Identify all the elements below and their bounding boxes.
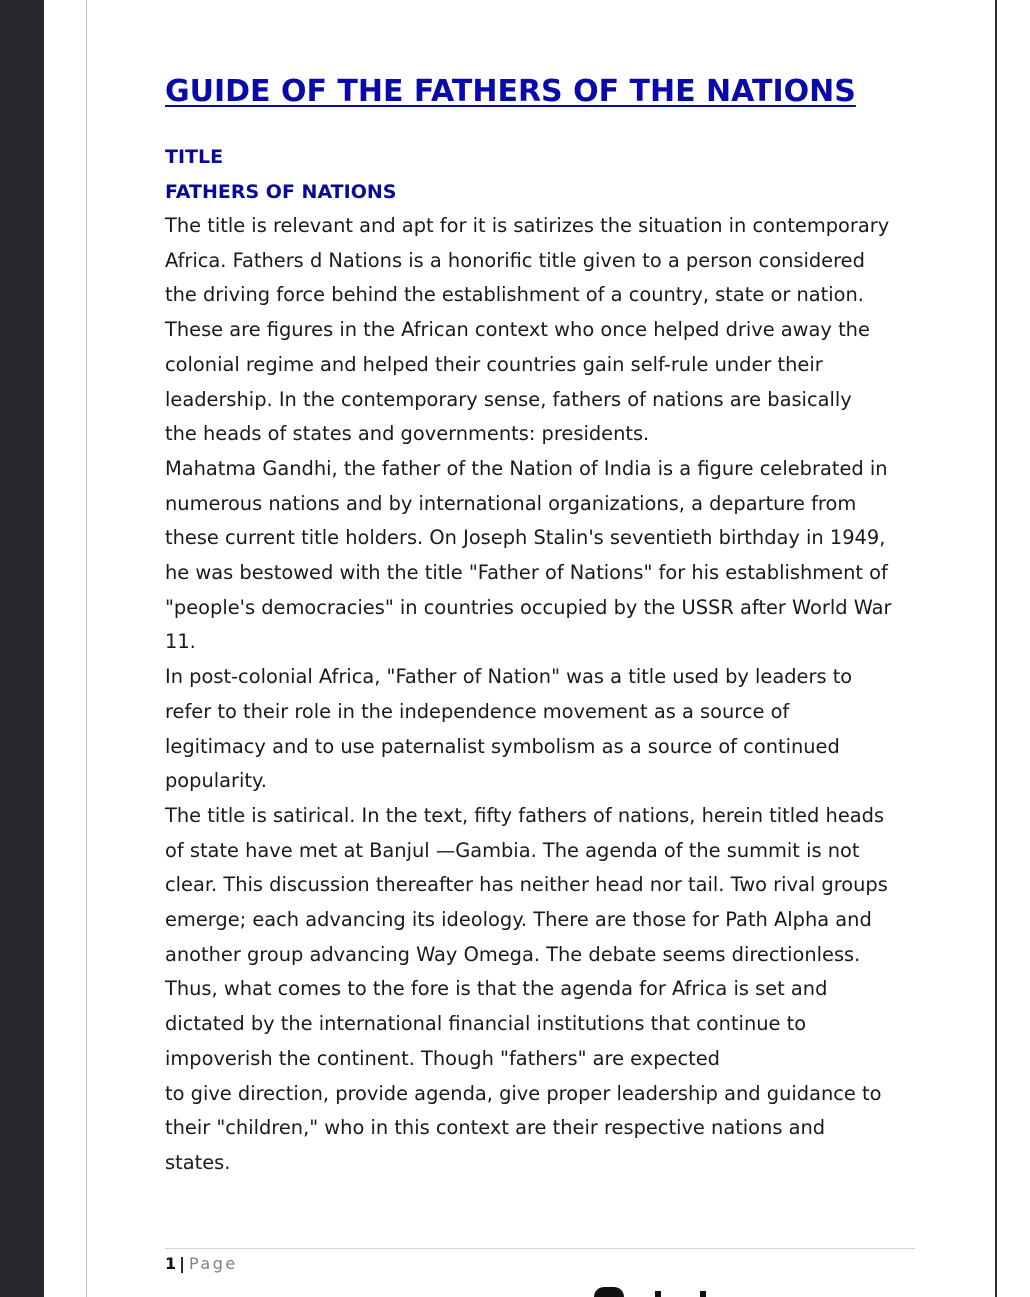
text-line: In post-colonial Africa, "Father of Nation" was a title used by leaders to <box>165 665 853 689</box>
text-line: leadership. In the contemporary sense, fathers of nations are basically <box>165 387 852 411</box>
section-heading-title: TITLE <box>165 146 224 168</box>
text-line: the driving force behind the establishment of a country, state or nation. <box>165 283 864 307</box>
footer-divider <box>165 1248 915 1249</box>
text-line: numerous nations and by international organizations, a departure from <box>165 491 857 515</box>
text-line: of state have met at Banjul —Gambia. The agenda of the summit is not <box>165 838 860 862</box>
text-line: clear. This discussion thereafter has neither head nor tail. Two rival groups <box>165 873 888 897</box>
text-line: Mahatma Gandhi, the father of the Nation of India is a figure celebrated in <box>165 456 888 480</box>
text-line: the heads of states and governments: presidents. <box>165 422 650 446</box>
text-line: he was bestowed with the title "Father of Nations" for his establishment of <box>165 561 888 585</box>
text-line: colonial regime and helped their countries gain self-rule under their <box>165 352 823 376</box>
page-label: Page <box>188 1254 238 1273</box>
text-line: The title is relevant and apt for it is satirizes the situation in contemporary <box>165 214 890 237</box>
text-line: dictated by the international financial institutions that continue to <box>165 1012 807 1036</box>
text-line: emerge; each advancing its ideology. There are those for Path Alpha and <box>165 908 872 932</box>
text-line: these current title holders. On Joseph Stalin's seventieth birthday in 1949, <box>165 526 886 550</box>
right-margin <box>997 0 1030 1297</box>
text-line: The title is satirical. In the text, fifty fathers of nations, herein titled heads <box>165 803 885 827</box>
footer-separator: | <box>179 1254 185 1273</box>
text-line: states. <box>165 1150 231 1174</box>
text-line: impoverish the continent. Though "fathers" are expected <box>165 1046 720 1070</box>
document-title: GUIDE OF THE FATHERS OF THE NATIONS <box>165 74 856 109</box>
left-dark-margin <box>0 0 44 1297</box>
text-line: popularity. <box>165 769 267 793</box>
body-text <box>165 209 925 1181</box>
next-page-text-fragment <box>594 1287 624 1297</box>
text-line: "people's democracies" in countries occupied by the USSR after World War <box>165 595 892 619</box>
text-line: These are figures in the African context who once helped drive away the <box>165 318 870 342</box>
text-line: to give direction, provide agenda, give proper leadership and guidance to <box>165 1081 882 1105</box>
text-line: legitimacy and to use paternalist symbolism as a source of continued <box>165 734 840 758</box>
text-line: Africa. Fathers d Nations is a honorific title given to a person considered <box>165 248 865 272</box>
text-line: refer to their role in the independence movement as a source of <box>165 699 790 723</box>
next-page-text-fragment <box>655 1291 661 1297</box>
text-line: their "children," who in this context are their respective nations and <box>165 1116 826 1140</box>
text-line: another group advancing Way Omega. The debate seems directionless. <box>165 942 861 966</box>
text-line: 11. <box>165 630 196 654</box>
section-heading-fathers-of-nations: FATHERS OF NATIONS <box>165 181 397 203</box>
next-page-text-fragment <box>700 1291 706 1297</box>
text-line: Thus, what comes to the fore is that the agenda for Africa is set and <box>165 977 828 1001</box>
page-footer <box>165 1254 238 1273</box>
page-number: 1 <box>165 1254 177 1273</box>
